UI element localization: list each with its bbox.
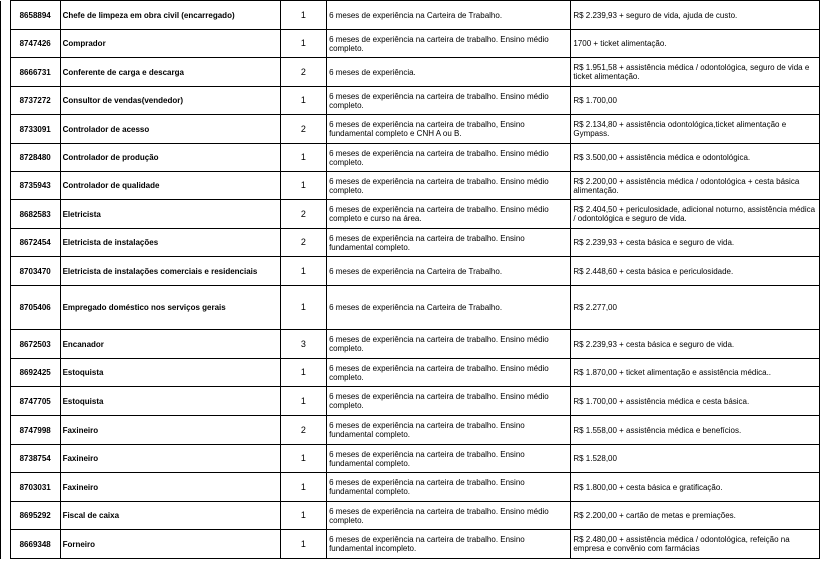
table-row [1, 445, 820, 473]
salary-benefits: R$ 1.951,58 + assistência médica / odontológica, seguro de vida e ticket alimentação. [571, 58, 820, 87]
salary-benefits: R$ 1.558,00 + assistência médica e benefícios. [571, 416, 820, 445]
vacancy-count: 1 [280, 30, 326, 58]
salary-benefits: R$ 1.870,00 + ticket alimentação e assistência médica.. [571, 359, 820, 387]
row-margin-cell [1, 200, 11, 229]
job-title: Estoquista [60, 387, 280, 416]
row-margin-cell [1, 445, 11, 473]
vacancy-code: 8703470 [10, 257, 60, 286]
salary-benefits: R$ 2.404,50 + periculosidade, adicional noturno, assistência médica / odontológica e seguro de vida. [571, 200, 820, 229]
table-row [1, 58, 820, 87]
salary-benefits: R$ 2.448,60 + cesta básica e periculosidade. [571, 257, 820, 286]
vacancy-code: 8728480 [10, 144, 60, 172]
salary-benefits: R$ 2.239,93 + cesta básica e seguro de vida. [571, 330, 820, 359]
salary-benefits: R$ 1.700,00 [571, 87, 820, 115]
vacancy-code: 8747705 [10, 387, 60, 416]
job-title: Controlador de produção [60, 144, 280, 172]
vacancy-count: 1 [280, 473, 326, 502]
job-title: Encanador [60, 330, 280, 359]
vacancy-count: 1 [280, 172, 326, 200]
row-margin-cell [1, 502, 11, 530]
vacancy-count: 2 [280, 115, 326, 144]
job-title: Empregado doméstico nos serviços gerais [60, 286, 280, 330]
requirements: 6 meses de experiência na Carteira de Trabalho. [327, 1, 571, 30]
row-margin-cell [1, 115, 11, 144]
row-margin-cell [1, 416, 11, 445]
requirements: 6 meses de experiência na carteira de trabalho. Ensino médio completo. [327, 359, 571, 387]
vacancy-count: 2 [280, 200, 326, 229]
vacancy-code: 8747426 [10, 30, 60, 58]
job-title: Fiscal de caixa [60, 502, 280, 530]
vacancy-code: 8737272 [10, 87, 60, 115]
row-margin-cell [1, 387, 11, 416]
vacancy-count: 1 [280, 1, 326, 30]
table-row [1, 229, 820, 257]
vacancy-code: 8747998 [10, 416, 60, 445]
row-margin-cell [1, 286, 11, 330]
requirements: 6 meses de experiência na carteira de trabalho. Ensino fundamental completo. [327, 473, 571, 502]
vacancy-count: 1 [280, 359, 326, 387]
job-title: Conferente de carga e descarga [60, 58, 280, 87]
vacancy-code: 8703031 [10, 473, 60, 502]
salary-benefits: R$ 1.800,00 + cesta básica e gratificação. [571, 473, 820, 502]
requirements: 6 meses de experiência na carteira de trabalho. Ensino médio completo. [327, 87, 571, 115]
salary-benefits: R$ 1.700,00 + assistência médica e cesta básica. [571, 387, 820, 416]
vacancy-count: 1 [280, 445, 326, 473]
table-row [1, 473, 820, 502]
vacancy-code: 8682583 [10, 200, 60, 229]
job-title: Controlador de qualidade [60, 172, 280, 200]
requirements: 6 meses de experiência na carteira de trabalho, Ensino fundamental completo e CNH A ou B. [327, 115, 571, 144]
table-row [1, 330, 820, 359]
vacancy-code: 8733091 [10, 115, 60, 144]
job-title: Eletricista de instalações [60, 229, 280, 257]
table-row [1, 30, 820, 58]
row-margin-cell [1, 144, 11, 172]
table-row [1, 530, 820, 559]
requirements: 6 meses de experiência. [327, 58, 571, 87]
requirements: 6 meses de experiência na carteira de trabalho. Ensino médio completo. [327, 502, 571, 530]
table-row [1, 200, 820, 229]
requirements: 6 meses de experiência na carteira de trabalho. Ensino fundamental incompleto. [327, 530, 571, 559]
salary-benefits: R$ 2.480,00 + assistência médica / odontológica, refeição na empresa e convênio com farmácias [571, 530, 820, 559]
table-row [1, 502, 820, 530]
job-title: Controlador de acesso [60, 115, 280, 144]
requirements: 6 meses de experiência na carteira de trabalho. Ensino médio completo. [327, 144, 571, 172]
vacancy-count: 1 [280, 286, 326, 330]
requirements: 6 meses de experiência na carteira de trabalho. Ensino fundamental completo. [327, 416, 571, 445]
table-row [1, 416, 820, 445]
salary-benefits: R$ 2.239,93 + cesta básica e seguro de vida. [571, 229, 820, 257]
table-row [1, 286, 820, 330]
row-margin-cell [1, 1, 11, 30]
salary-benefits: R$ 2.200,00 + assistência médica / odontológica + cesta básica alimentação. [571, 172, 820, 200]
table-row [1, 172, 820, 200]
row-margin-cell [1, 30, 11, 58]
table-row [1, 359, 820, 387]
job-title: Estoquista [60, 359, 280, 387]
salary-benefits: R$ 3.500,00 + assistência médica e odontológica. [571, 144, 820, 172]
salary-benefits: R$ 2.200,00 + cartão de metas e premiações. [571, 502, 820, 530]
requirements: 6 meses de experiência na carteira de trabalho. Ensino fundamental completo. [327, 445, 571, 473]
vacancy-count: 1 [280, 257, 326, 286]
requirements: 6 meses de experiência na carteira de trabalho. Ensino médio completo e curso na área. [327, 200, 571, 229]
salary-benefits: R$ 2.239,93 + seguro de vida, ajuda de custo. [571, 1, 820, 30]
vacancy-count: 1 [280, 87, 326, 115]
table-body [1, 1, 820, 559]
row-margin-cell [1, 87, 11, 115]
vacancy-code: 8695292 [10, 502, 60, 530]
salary-benefits: R$ 1.528,00 [571, 445, 820, 473]
vacancy-count: 3 [280, 330, 326, 359]
vacancy-code: 8672503 [10, 330, 60, 359]
job-title: Faxineiro [60, 416, 280, 445]
table-row [1, 257, 820, 286]
row-margin-cell [1, 58, 11, 87]
job-title: Consultor de vendas(vendedor) [60, 87, 280, 115]
row-margin-cell [1, 530, 11, 559]
job-title: Eletricista [60, 200, 280, 229]
job-title: Forneiro [60, 530, 280, 559]
vacancy-count: 2 [280, 416, 326, 445]
vacancy-count: 2 [280, 58, 326, 87]
requirements: 6 meses de experiência na carteira de trabalho. Ensino médio completo. [327, 30, 571, 58]
job-title: Chefe de limpeza em obra civil (encarregado) [60, 1, 280, 30]
row-margin-cell [1, 172, 11, 200]
table-row [1, 144, 820, 172]
table-row [1, 1, 820, 30]
row-margin-cell [1, 359, 11, 387]
salary-benefits: R$ 2.134,80 + assistência odontológica,ticket alimentação e Gympass. [571, 115, 820, 144]
job-title: Comprador [60, 30, 280, 58]
salary-benefits: R$ 2.277,00 [571, 286, 820, 330]
requirements: 6 meses de experiência na carteira de trabalho. Ensino médio completo. [327, 387, 571, 416]
job-title: Eletricista de instalações comerciais e residenciais [60, 257, 280, 286]
salary-benefits: 1700 + ticket alimentação. [571, 30, 820, 58]
vacancy-code: 8705406 [10, 286, 60, 330]
vacancy-code: 8692425 [10, 359, 60, 387]
row-margin-cell [1, 473, 11, 502]
table-row [1, 387, 820, 416]
vacancy-code: 8672454 [10, 229, 60, 257]
vacancy-code: 8658894 [10, 1, 60, 30]
requirements: 6 meses de experiência na carteira de trabalho. Ensino médio completo. [327, 330, 571, 359]
vacancy-code: 8666731 [10, 58, 60, 87]
vacancy-code: 8669348 [10, 530, 60, 559]
row-margin-cell [1, 257, 11, 286]
requirements: 6 meses de experiência na Carteira de Trabalho. [327, 286, 571, 330]
vacancy-code: 8738754 [10, 445, 60, 473]
job-title: Faxineiro [60, 473, 280, 502]
vacancy-code: 8735943 [10, 172, 60, 200]
vacancy-count: 1 [280, 502, 326, 530]
vacancy-count: 1 [280, 387, 326, 416]
requirements: 6 meses de experiência na carteira de trabalho. Ensino médio completo. [327, 172, 571, 200]
vacancy-count: 1 [280, 144, 326, 172]
row-margin-cell [1, 330, 11, 359]
requirements: 6 meses de experiência na Carteira de Trabalho. [327, 257, 571, 286]
vacancy-count: 1 [280, 530, 326, 559]
requirements: 6 meses de experiência na carteira de trabalho. Ensino fundamental completo. [327, 229, 571, 257]
job-title: Faxineiro [60, 445, 280, 473]
table-row [1, 87, 820, 115]
table-row [1, 115, 820, 144]
vacancy-count: 2 [280, 229, 326, 257]
row-margin-cell [1, 229, 11, 257]
